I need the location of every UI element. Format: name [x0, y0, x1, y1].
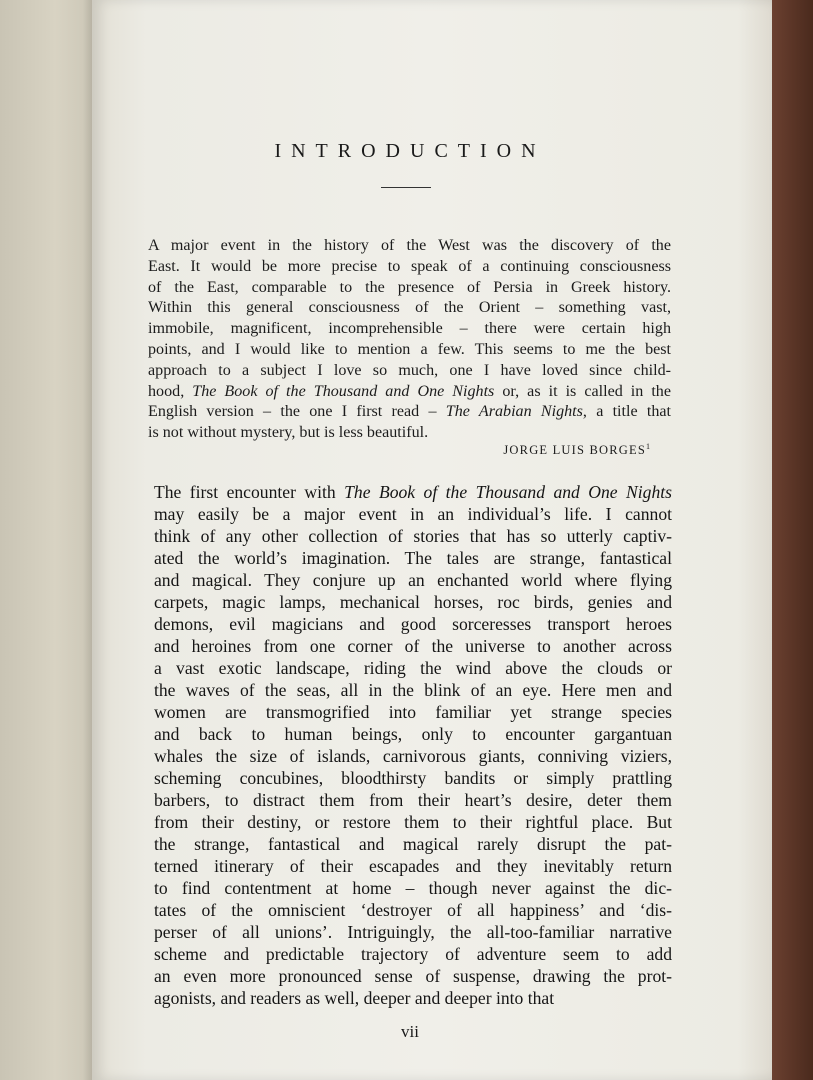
body-text: [154, 481, 672, 1009]
body-line: women are transmogrified into familiar yet strange species: [154, 702, 672, 722]
body-line: and heroines from one corner of the universe to another across: [154, 636, 672, 656]
body-line: from their destiny, or restore them to their rightful place. But: [154, 812, 672, 832]
body-line: to find contentment at home – though never against the dic-: [154, 878, 672, 898]
book-title-italic: The Arabian Nights: [445, 403, 583, 421]
body-line: and back to human beings, only to encounter gargantuan: [154, 724, 672, 744]
page-title: INTRODUCTION: [274, 140, 546, 162]
body-line: and magical. They conjure up an enchanted world where flying: [154, 570, 672, 590]
title-rule: [381, 187, 431, 188]
epigraph-line: immobile, magnificent, incomprehensible – there were certain high: [148, 320, 671, 338]
body-line: the waves of the seas, all in the blink of an eye. Here men and: [154, 680, 672, 700]
body-line: perser of all unions’. Intriguingly, the all-too-familiar narrative: [154, 922, 672, 942]
body-line: barbers, to distract them from their heart’s desire, deter them: [154, 790, 672, 810]
body-line: scheming concubines, bloodthirsty bandits or simply prattling: [154, 768, 672, 788]
body-line: a vast exotic landscape, riding the wind above the clouds or: [154, 658, 672, 678]
body-line: The first encounter with The Book of the Thousand and One Nights: [154, 482, 672, 502]
table-surface: [772, 0, 813, 1080]
body-line: may easily be a major event in an individual’s life. I cannot: [154, 504, 672, 524]
body-line: ated the world’s imagination. The tales are strange, fantastical: [154, 548, 672, 568]
body-line: agonists, and readers as well, deeper and deeper into that: [154, 988, 555, 1008]
book-title-italic: The Book of the Thousand and One Nights: [344, 482, 672, 502]
epigraph-line: is not without mystery, but is less beautiful.: [148, 424, 429, 442]
epigraph-line: hood, The Book of the Thousand and One Nights or, as it is called in the: [148, 382, 671, 400]
epigraph-line: A major event in the history of the West was the discovery of the: [148, 237, 671, 254]
epigraph: [148, 236, 671, 444]
body-line: whales the size of islands, carnivorous giants, conniving viziers,: [154, 746, 672, 766]
body-line: scheme and predictable trajectory of adventure seem to add: [154, 944, 672, 964]
body-line: terned itinerary of their escapades and they inevitably return: [154, 856, 672, 876]
epigraph-line: of the East, comparable to the presence of Persia in Greek history.: [148, 278, 671, 296]
book-title-italic: The Book of the Thousand and One Nights: [192, 382, 495, 400]
page-number: vii: [401, 1022, 419, 1041]
footnote-marker: 1: [646, 442, 650, 451]
body-line: carpets, magic lamps, mechanical horses, roc birds, genies and: [154, 592, 672, 612]
epigraph-line: points, and I would like to mention a few. This seems to me the best: [148, 340, 671, 358]
epigraph-line: Within this general consciousness of the Orient – something vast,: [148, 299, 671, 317]
epigraph-line: approach to a subject I love so much, one I have loved since child-: [148, 361, 671, 379]
epigraph-line: East. It would be more precise to speak of a continuing consciousness: [148, 257, 671, 275]
epigraph-attribution: [480, 442, 650, 458]
facing-page-edge: [0, 0, 92, 1080]
epigraph-line: English version – the one I first read – The Arabian Nights, a title that: [148, 403, 671, 421]
attribution-name: JORGE LUIS BORGES: [503, 443, 646, 458]
body-line: an even more pronounced sense of suspense, drawing the prot-: [154, 966, 672, 986]
body-line: tates of the omniscient ‘destroyer of all happiness’ and ‘dis-: [154, 900, 672, 920]
body-line: think of any other collection of stories that has so utterly captiv-: [154, 526, 672, 546]
body-line: demons, evil magicians and good sorceresses transport heroes: [154, 614, 672, 634]
body-line: the strange, fantastical and magical rarely disrupt the pat-: [154, 834, 672, 854]
